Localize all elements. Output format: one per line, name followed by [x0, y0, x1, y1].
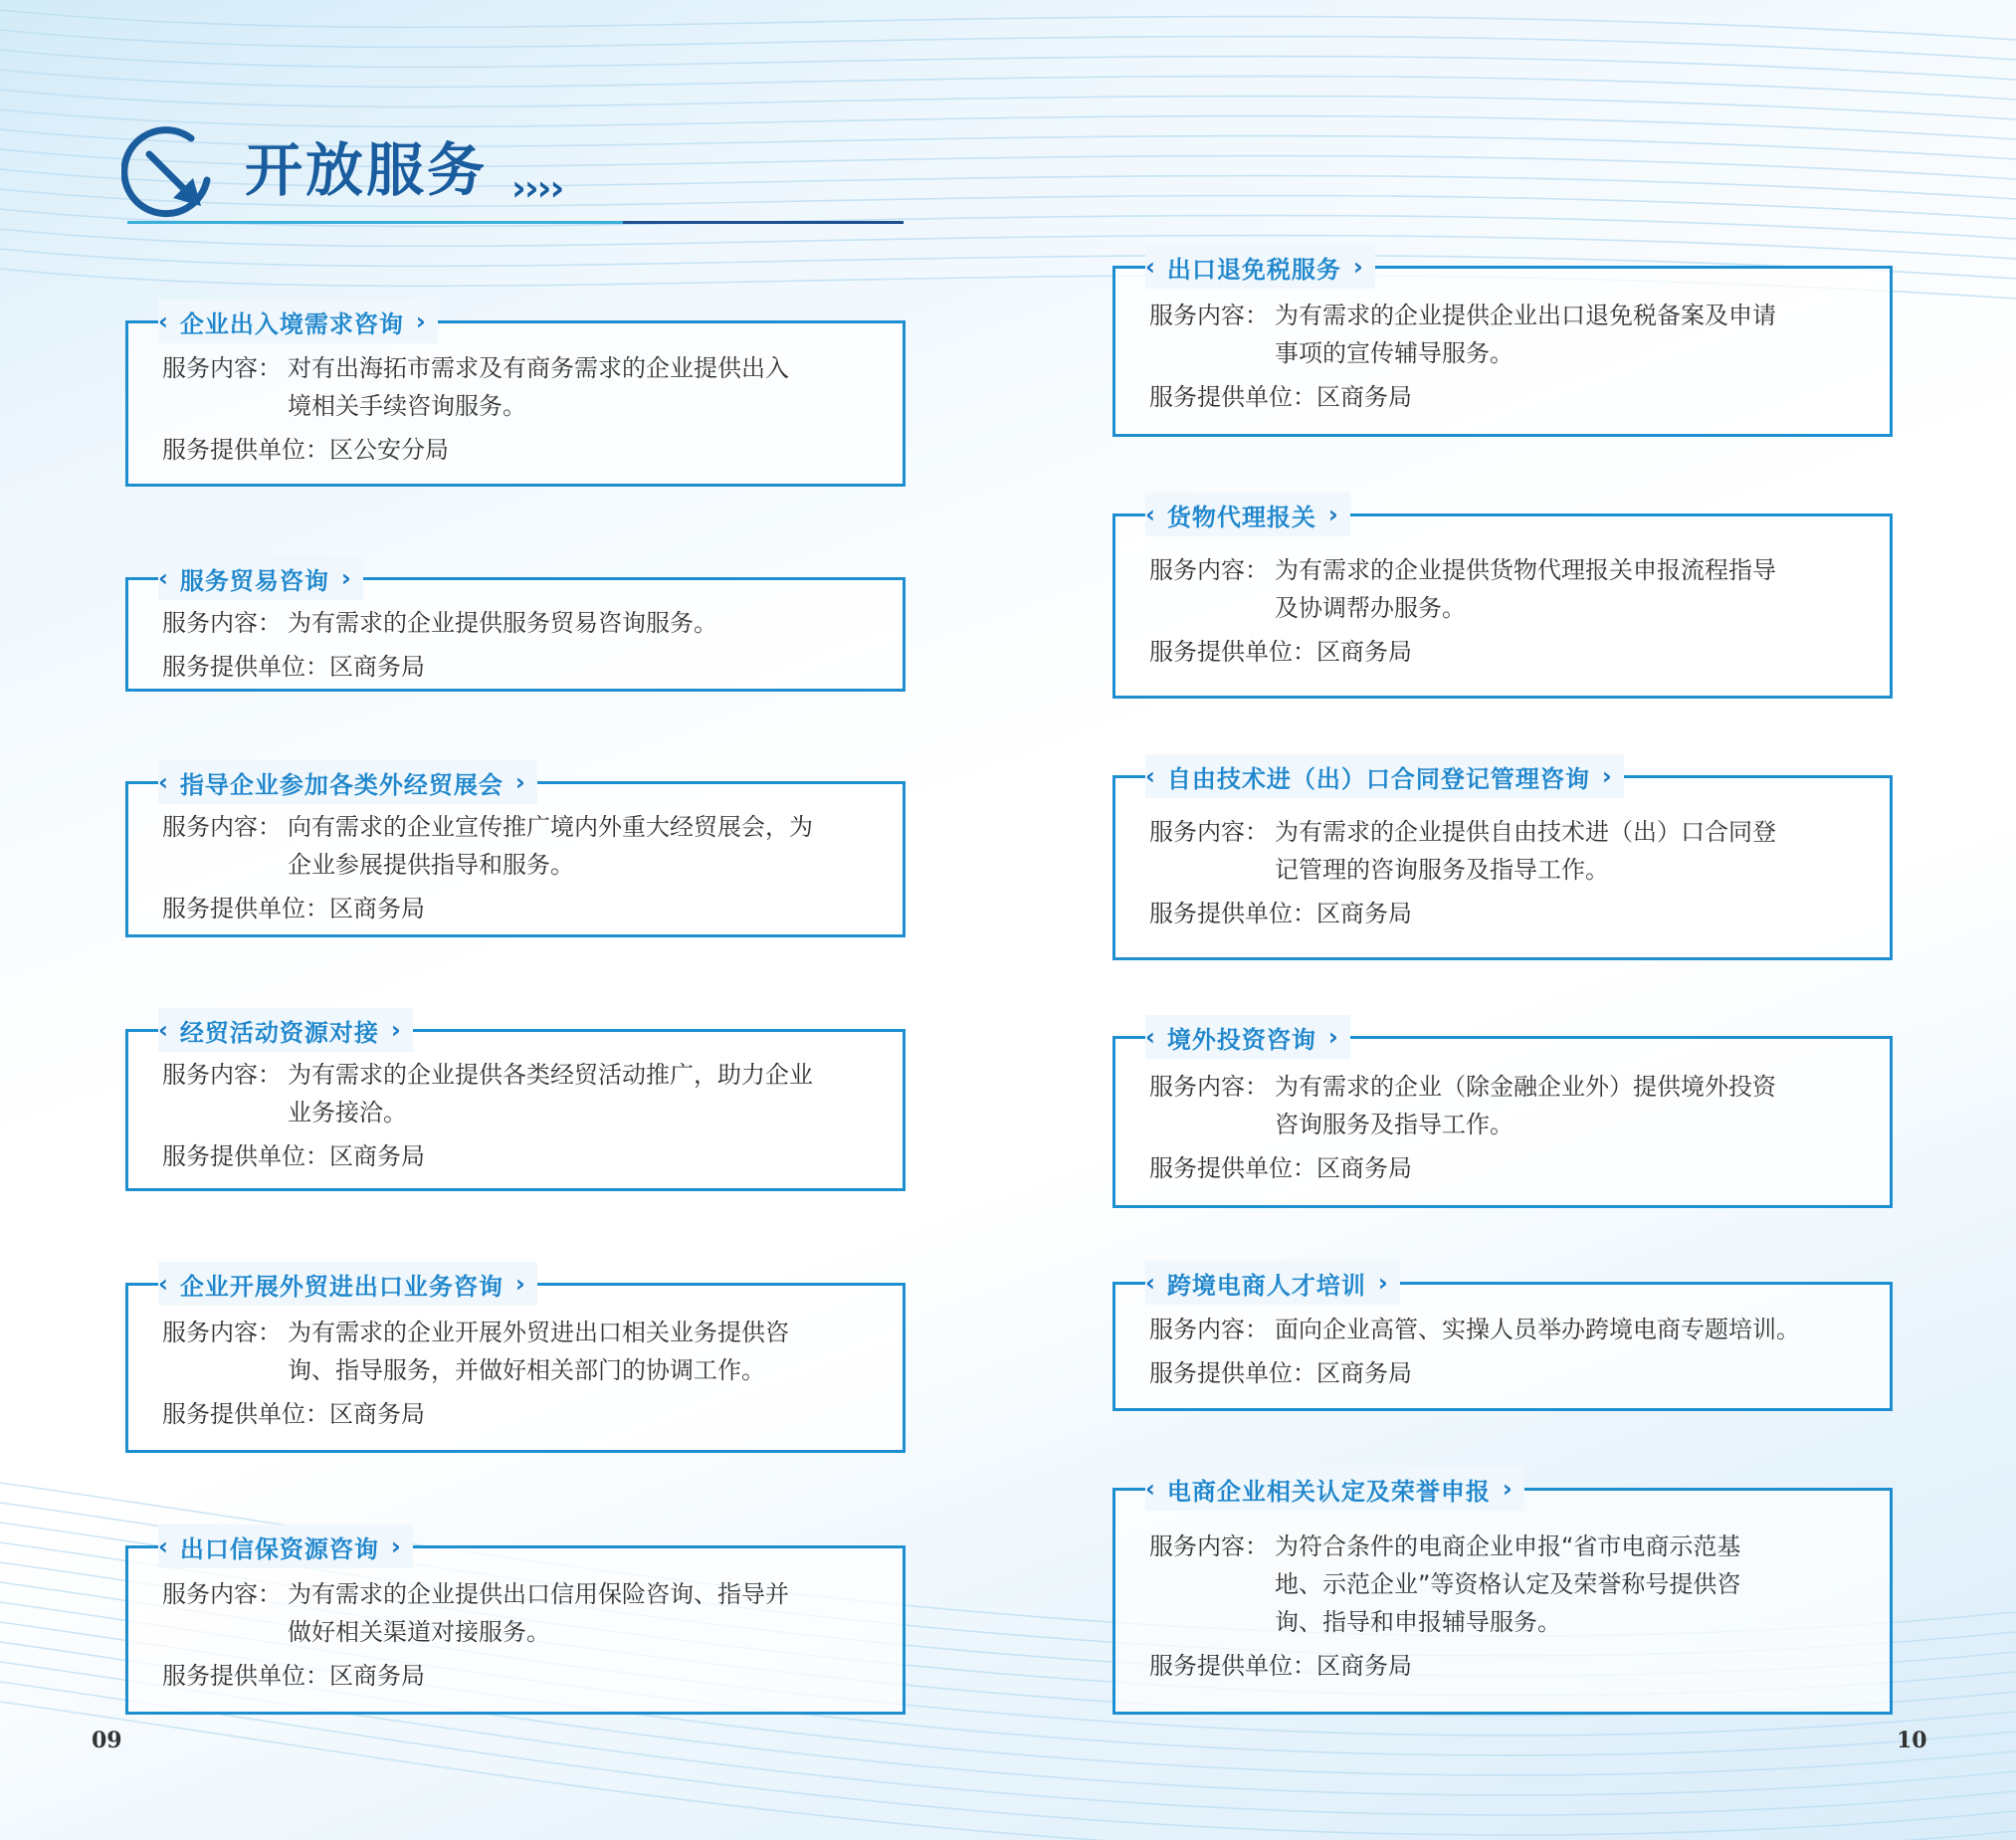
service-card [1112, 501, 1893, 699]
content-text: 为有需求的企业提供服务贸易咨询服务。 [288, 609, 717, 637]
provider-label: 服务提供单位： [1149, 1154, 1316, 1182]
provider-value: 区公安分局 [329, 436, 449, 464]
card-title: 境外投资咨询 [1166, 1025, 1316, 1054]
content-label: 服务内容： [1149, 556, 1269, 584]
content-label: 服务内容： [162, 1580, 282, 1608]
card-title: 电商企业相关认定及荣誉申报 [1166, 1477, 1491, 1506]
chevron-right-icon: › [1352, 253, 1363, 281]
content-label: 服务内容： [162, 1319, 282, 1346]
content-line [1149, 1311, 1800, 1348]
provider-line [1149, 1647, 1740, 1685]
card-body [1149, 297, 1776, 416]
provider-label: 服务提供单位： [1149, 1359, 1316, 1387]
content-line [1149, 813, 1776, 851]
card-title: 自由技术进（出）口合同登记管理咨询 [1166, 764, 1590, 793]
content-text: 询、指导服务，并做好相关部门的协调工作。 [288, 1356, 765, 1384]
title-chevrons: ›››› [511, 168, 563, 209]
provider-value: 区商务局 [1316, 1359, 1412, 1387]
service-card [125, 1533, 906, 1715]
chevron-right-icon: › [1327, 501, 1338, 528]
service-card [1112, 1475, 1893, 1715]
card-title: 货物代理报关 [1166, 503, 1316, 531]
content-line [162, 1094, 813, 1131]
service-card [125, 768, 906, 937]
provider-line [162, 1395, 789, 1433]
content-label: 服务内容： [1149, 818, 1269, 846]
content-text: 记管理的咨询服务及指导工作。 [1275, 856, 1609, 884]
provider-label: 服务提供单位： [162, 1400, 329, 1428]
chevron-left-icon: ‹ [1145, 1023, 1155, 1051]
card-body [162, 604, 717, 686]
content-label: 服务内容： [162, 813, 282, 841]
chevron-left-icon: ‹ [1145, 501, 1155, 528]
content-text: 咨询服务及指导工作。 [1275, 1111, 1513, 1138]
provider-line [162, 431, 789, 469]
provider-line [1149, 895, 1776, 932]
title-underline [127, 221, 623, 224]
card-title: 出口信保资源咨询 [179, 1534, 379, 1563]
card-title: 企业开展外贸进出口业务咨询 [179, 1272, 504, 1301]
content-text: 为有需求的企业（除金融企业外）提供境外投资 [1275, 1073, 1776, 1101]
provider-line [162, 890, 813, 927]
content-label: 服务内容： [1149, 1533, 1269, 1560]
content-line [162, 387, 789, 425]
provider-label: 服务提供单位： [1149, 383, 1316, 411]
card-header [158, 300, 438, 343]
provider-value: 区商务局 [329, 1400, 425, 1428]
card-body [162, 1314, 789, 1433]
card-header [1145, 754, 1624, 798]
provider-value: 区商务局 [1316, 1652, 1412, 1680]
page-header [121, 121, 907, 231]
content-line [1149, 851, 1776, 889]
provider-value: 区商务局 [1316, 383, 1412, 411]
provider-label: 服务提供单位： [1149, 1652, 1316, 1680]
provider-value: 区商务局 [329, 653, 425, 681]
content-label: 服务内容： [1149, 1316, 1269, 1343]
content-line [162, 1351, 789, 1389]
content-line [1149, 297, 1776, 334]
content-text: 为有需求的企业提供各类经贸活动推广，助力企业 [288, 1061, 813, 1089]
content-line [1149, 1528, 1740, 1565]
card-header [1145, 1015, 1350, 1059]
provider-value: 区商务局 [1316, 900, 1412, 927]
content-line [1149, 1068, 1776, 1106]
service-card [125, 564, 906, 692]
chevron-right-icon: › [1601, 762, 1612, 790]
provider-line [1149, 1354, 1800, 1392]
card-body [1149, 1528, 1740, 1685]
page-number-left: 09 [92, 1728, 122, 1753]
chevron-left-icon: ‹ [1145, 762, 1155, 790]
content-text: 为有需求的企业提供企业出口退免税备案及申请 [1275, 302, 1776, 329]
content-label: 服务内容： [162, 354, 282, 382]
content-text: 企业参展提供指导和服务。 [288, 851, 574, 879]
service-card [125, 1270, 906, 1453]
card-header [158, 1008, 413, 1052]
provider-value: 区商务局 [1316, 638, 1412, 666]
content-line [1149, 1565, 1740, 1603]
card-body [162, 808, 813, 927]
content-line [1149, 1603, 1740, 1641]
provider-label: 服务提供单位： [162, 1142, 329, 1170]
content-text: 地、示范企业”等资格认定及荣誉称号提供咨 [1275, 1570, 1741, 1598]
content-text: 事项的宣传辅导服务。 [1275, 339, 1513, 367]
provider-line [1149, 378, 1776, 416]
service-card [1112, 253, 1893, 437]
chevron-right-icon: › [1327, 1023, 1338, 1051]
content-line [162, 1613, 789, 1651]
content-label: 服务内容： [162, 1061, 282, 1089]
chevron-left-icon: ‹ [158, 768, 168, 796]
content-text: 为有需求的企业提供货物代理报关申报流程指导 [1275, 556, 1776, 584]
content-line [1149, 1106, 1776, 1143]
card-body [1149, 1311, 1800, 1392]
chevron-right-icon: › [1377, 1269, 1388, 1297]
title-underline-dark [623, 221, 904, 224]
card-title: 跨境电商人才培训 [1166, 1271, 1366, 1300]
chevron-left-icon: ‹ [158, 307, 168, 335]
content-text: 为有需求的企业开展外贸进出口相关业务提供咨 [288, 1319, 789, 1346]
chevron-right-icon: › [514, 1270, 525, 1298]
card-title: 企业出入境需求咨询 [179, 309, 404, 338]
provider-line [1149, 633, 1776, 671]
chevron-right-icon: › [415, 307, 426, 335]
provider-line [1149, 1149, 1776, 1187]
chevron-left-icon: ‹ [1145, 1475, 1155, 1503]
chevron-left-icon: ‹ [158, 1533, 168, 1560]
page-title: 开放服务 [245, 136, 489, 204]
chevron-right-icon: › [390, 1016, 401, 1044]
content-label: 服务内容： [1149, 1073, 1269, 1101]
provider-value: 区商务局 [329, 895, 425, 922]
provider-label: 服务提供单位： [162, 653, 329, 681]
service-card [1112, 762, 1893, 960]
card-header [1145, 493, 1350, 536]
content-text: 面向企业高管、实操人员举办跨境电商专题培训。 [1275, 1316, 1800, 1343]
card-header [1145, 1261, 1400, 1305]
provider-line [162, 1137, 813, 1175]
content-text: 为有需求的企业提供自由技术进（出）口合同登 [1275, 818, 1776, 846]
content-line [162, 846, 813, 884]
content-line [162, 1056, 813, 1094]
service-card [125, 307, 906, 487]
card-header [158, 556, 363, 600]
card-body [162, 1575, 789, 1695]
content-line [162, 1575, 789, 1613]
provider-value: 区商务局 [1316, 1154, 1412, 1182]
card-body [1149, 551, 1776, 671]
content-line [162, 808, 813, 846]
service-card [125, 1016, 906, 1191]
chevron-left-icon: ‹ [158, 1016, 168, 1044]
content-text: 对有出海拓市需求及有商务需求的企业提供出入 [288, 354, 789, 382]
content-line [162, 1314, 789, 1351]
card-body [1149, 1068, 1776, 1187]
page-number-right: 10 [1897, 1728, 1927, 1753]
card-body [162, 349, 789, 469]
content-line [1149, 551, 1776, 589]
card-title: 指导企业参加各类外经贸展会 [179, 770, 504, 799]
card-body [1149, 813, 1776, 932]
card-header [158, 760, 537, 804]
provider-label: 服务提供单位： [1149, 638, 1316, 666]
content-text: 询、指导和申报辅导服务。 [1275, 1608, 1561, 1636]
content-line [1149, 589, 1776, 627]
card-body [162, 1056, 813, 1175]
content-text: 及协调帮办服务。 [1275, 594, 1466, 622]
content-line [162, 349, 789, 387]
provider-label: 服务提供单位： [162, 895, 329, 922]
content-line [162, 604, 717, 642]
provider-label: 服务提供单位： [162, 436, 329, 464]
provider-label: 服务提供单位： [162, 1662, 329, 1690]
card-header [1145, 245, 1375, 289]
content-text: 向有需求的企业宣传推广境内外重大经贸展会，为 [288, 813, 813, 841]
chevron-left-icon: ‹ [158, 564, 168, 592]
chevron-right-icon: › [1502, 1475, 1512, 1503]
content-text: 为符合条件的电商企业申报“省市电商示范基 [1275, 1533, 1741, 1560]
content-text: 境相关手续咨询服务。 [288, 392, 526, 420]
compass-arrow-icon [121, 124, 217, 220]
chevron-right-icon: › [390, 1533, 401, 1560]
provider-label: 服务提供单位： [1149, 900, 1316, 927]
provider-line [162, 1657, 789, 1695]
card-title: 服务贸易咨询 [179, 566, 329, 595]
chevron-right-icon: › [340, 564, 351, 592]
content-label: 服务内容： [1149, 302, 1269, 329]
content-text: 业务接洽。 [288, 1099, 407, 1126]
chevron-left-icon: ‹ [158, 1270, 168, 1298]
service-card [1112, 1269, 1893, 1411]
provider-value: 区商务局 [329, 1662, 425, 1690]
card-header [158, 1525, 413, 1568]
provider-line [162, 648, 717, 686]
chevron-left-icon: ‹ [1145, 1269, 1155, 1297]
content-text: 做好相关渠道对接服务。 [288, 1618, 550, 1646]
provider-value: 区商务局 [329, 1142, 425, 1170]
content-label: 服务内容： [162, 609, 282, 637]
content-text: 为有需求的企业提供出口信用保险咨询、指导并 [288, 1580, 789, 1608]
chevron-right-icon: › [514, 768, 525, 796]
card-title: 经贸活动资源对接 [179, 1018, 379, 1047]
service-card [1112, 1023, 1893, 1208]
chevron-left-icon: ‹ [1145, 253, 1155, 281]
content-line [1149, 334, 1776, 372]
card-header [1145, 1467, 1524, 1511]
card-title: 出口退免税服务 [1166, 255, 1341, 284]
card-header [158, 1262, 537, 1306]
